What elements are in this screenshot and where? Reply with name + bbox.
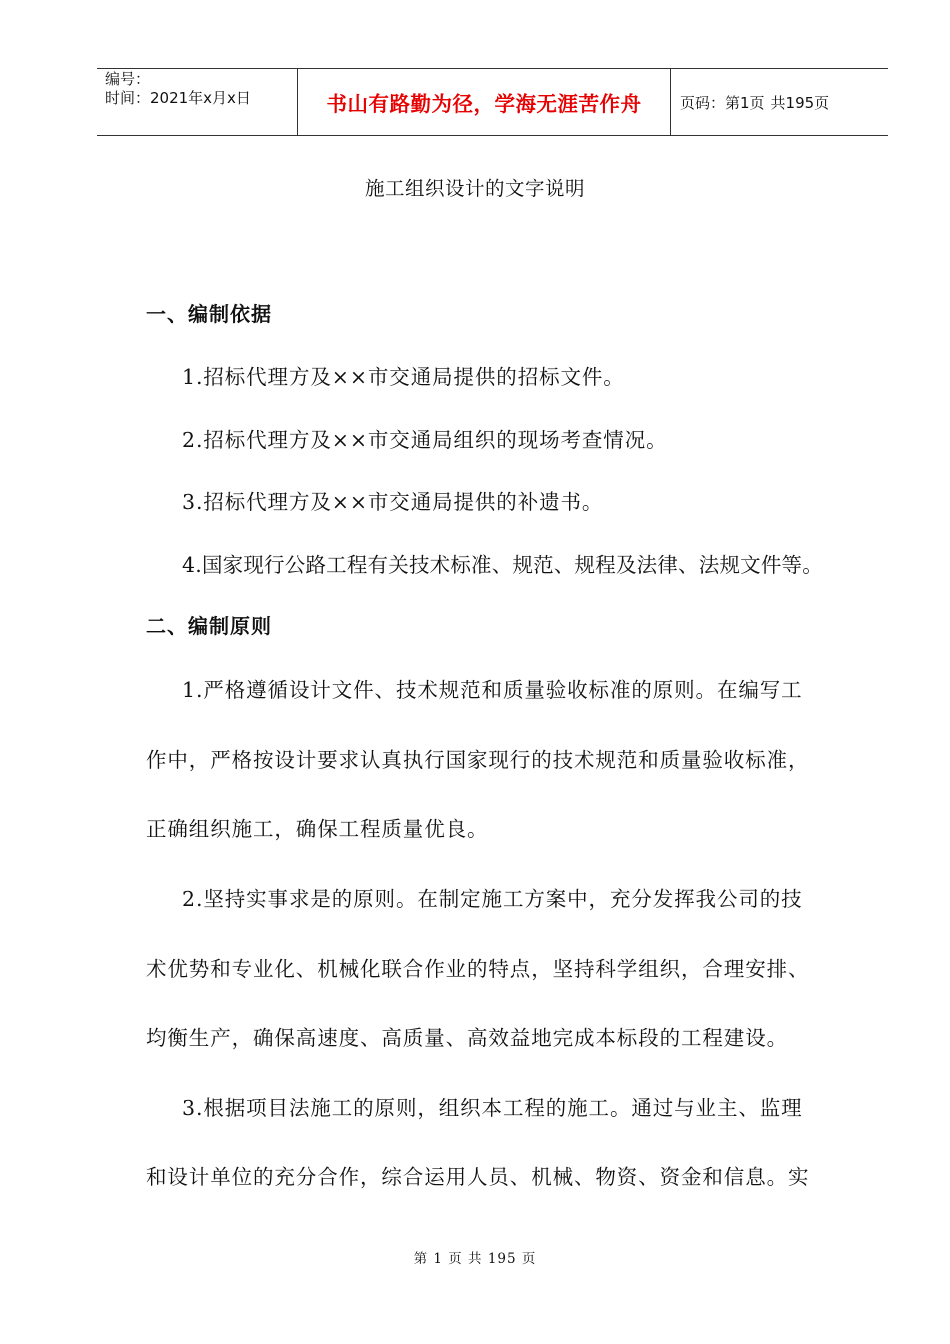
principle-line: 2.坚持实事求是的原则。在制定施工方案中，充分发挥我公司的技 bbox=[182, 887, 803, 911]
time-label: 时间：2021年x月x日 bbox=[105, 89, 251, 107]
page-header bbox=[97, 68, 888, 136]
page-footer: 第 1 页 共 195 页 bbox=[413, 1251, 537, 1267]
number-label: 编号： bbox=[105, 70, 151, 88]
basis-item: 4.国家现行公路工程有关技术标准、规范、规程及法律、法规文件等。 bbox=[182, 553, 823, 577]
principle-line: 和设计单位的充分合作，综合运用人员、机械、物资、资金和信息。实 bbox=[146, 1165, 810, 1189]
principle-line: 1.严格遵循设计文件、技术规范和质量验收标准的原则。在编写工 bbox=[182, 678, 803, 702]
header-page-cell bbox=[670, 69, 888, 135]
header-motto-cell bbox=[298, 69, 671, 135]
basis-item: 3.招标代理方及××市交通局提供的补遗书。 bbox=[182, 490, 604, 514]
principle-line: 正确组织施工，确保工程质量优良。 bbox=[146, 817, 489, 841]
motto-text: 书山有路勤为径，学海无涯苦作舟 bbox=[326, 92, 642, 116]
principle-line: 3.根据项目法施工的原则，组织本工程的施工。通过与业主、监理 bbox=[182, 1096, 803, 1120]
header-meta bbox=[97, 69, 298, 135]
principle-line: 均衡生产，确保高速度、高质量、高效益地完成本标段的工程建设。 bbox=[146, 1026, 788, 1050]
basis-item: 1.招标代理方及××市交通局提供的招标文件。 bbox=[182, 365, 625, 389]
section-heading-principles: 二、编制原则 bbox=[146, 614, 272, 638]
principle-line: 术优势和专业化、机械化联合作业的特点，坚持科学组织，合理安排、 bbox=[146, 957, 810, 981]
section-heading-basis: 一、编制依据 bbox=[146, 302, 272, 326]
principle-line: 作中，严格按设计要求认真执行国家现行的技术规范和质量验收标准， bbox=[146, 748, 810, 772]
total-pages-label: 共195页 bbox=[770, 93, 830, 112]
basis-item: 2.招标代理方及××市交通局组织的现场考查情况。 bbox=[182, 428, 668, 452]
document-title: 施工组织设计的文字说明 bbox=[364, 177, 585, 200]
page-label: 页码：第1页 bbox=[680, 93, 765, 112]
